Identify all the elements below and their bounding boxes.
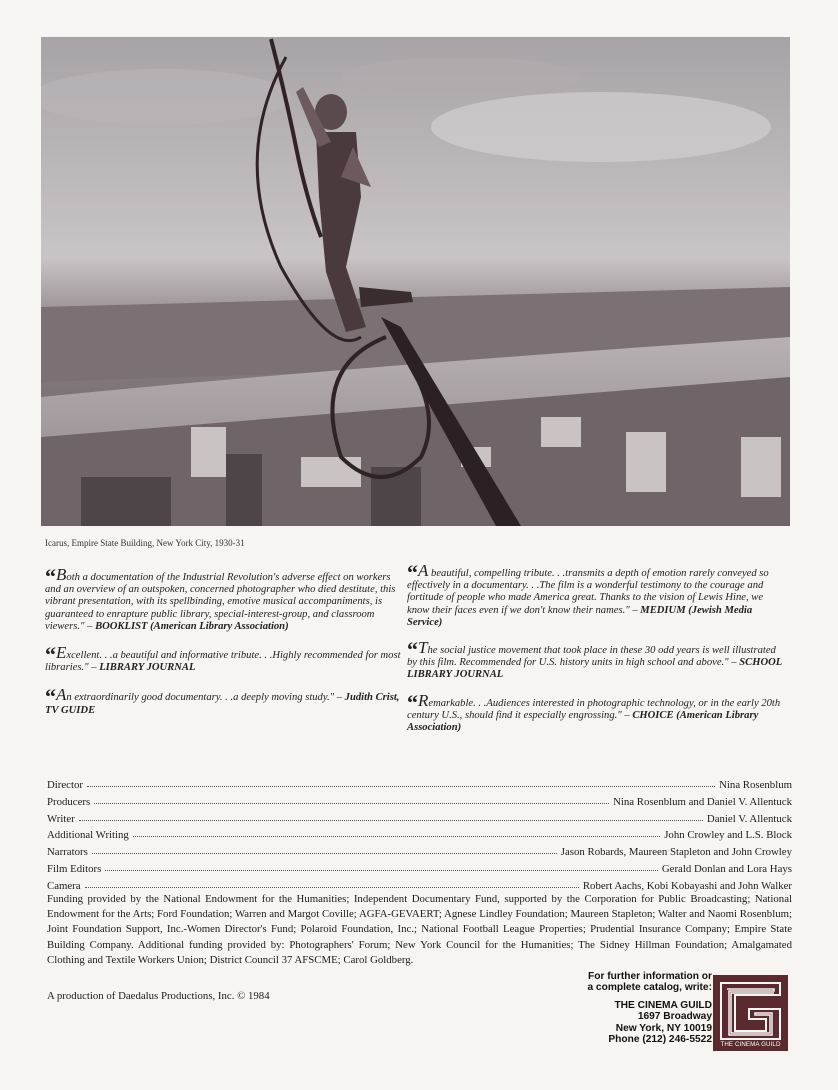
quote-source: CHOICE (American Library Association) [407,709,759,734]
reviews-right-column [407,560,782,734]
quote-source: SCHOOL LIBRARY JOURNAL [407,657,782,681]
quote-first-letter: A [56,685,67,705]
open-quote-mark: “ [45,642,56,668]
credit-name: Nina Rosenblum [719,779,792,791]
quote-first-letter: E [56,643,67,663]
contact-phone: Phone (212) 246-5522 [608,1034,712,1046]
credit-role: Additional Writing [47,829,129,842]
contact-intro-line-2: a complete catalog, write: [587,982,712,994]
quote-text: emarkable. . .Audiences interested in photographic technology, or in the early 20th century U.S., should find it especially engrossing." – [407,697,781,721]
logo-caption: THE CINEMA GUILD [720,1041,781,1048]
credit-row [47,778,792,795]
open-quote-mark: “ [407,637,418,663]
quote-first-letter: B [56,565,67,584]
review-quote [407,689,782,735]
open-quote-mark: “ [407,560,418,585]
contact-city: New York, NY 10019 [615,1022,712,1034]
dot-leader [133,827,660,837]
credit-name: Daniel V. Allentuck [706,812,792,825]
quote-first-letter: R [418,690,429,710]
quote-first-letter: T [418,638,428,658]
credit-name: Jason Robards, Maureen Stapleton and John Crowley [560,846,792,859]
review-quote [45,684,405,716]
credit-row [47,795,792,812]
dot-leader [79,811,703,821]
review-quote [45,642,405,674]
review-quote [407,637,782,682]
quote-text: oth a documentation of the Industrial Revolution's adverse effect on workers and an overview of an outspoken, concerned photographer who died destitute, this vibrant presentation, with its spellbinding, emotive musical accompaniments, is guaranteed to enrapture public library, special-interest-group, and classroom viewers." – [45,572,396,632]
credit-role: Producers [47,795,91,808]
credit-name: John Crowley and L.S. Block [664,829,792,842]
quote-text: he social justice movement that took place in these 30 odd years is well illustrated by this film. Recommended for U.S. history units in high school and above." – [407,645,776,669]
credit-name: Gerald Donlan and Lora Hays [661,862,792,875]
credit-name: Nina Rosenblum and Daniel V. Allentuck [613,795,792,808]
dot-leader [94,794,609,804]
logo-mark-icon [713,975,788,1051]
credit-name: Robert Aachs, Kobi Kobayashi and John Walker [582,879,792,892]
cinema-guild-logo [713,975,788,1051]
contact-street: 1697 Broadway [637,1011,712,1023]
photo-illustration [41,37,790,526]
credit-role: Film Editors [47,862,102,875]
quote-source: MEDIUM (Jewish Media Service) [407,604,753,628]
photo-caption: Icarus, Empire State Building, New York City, 1930-31 [45,538,245,548]
production-notice: A production of Daedalus Productions, Inc. © 1984 [47,990,270,1002]
credits-list [47,778,792,896]
credit-role: Narrators [47,846,88,859]
quote-source: BOOKLIST (American Library Association) [95,620,289,632]
quote-text: beautiful, compelling tribute. . .transmits a depth of emotion rarely conveyed so effectively in a documentary. . .The film is a wonderful testimony to the courage and fortitude of people who made America great. Thanks to the vision of Lewis Hine, we know their faces even if we don't know their names." – [407,568,769,616]
quote-text: xcellent. . .a beautiful and informative tribute. . .Highly recommended for most libraries." – [45,650,401,674]
open-quote-mark: “ [407,689,418,715]
icarus-photograph [41,37,790,526]
contact-block [587,971,712,1045]
credit-row [47,845,792,862]
credit-row [47,862,792,879]
quote-text: n extraordinarily good documentary. . .a deeply moving study." – [66,692,343,704]
contact-intro-line-1: For further information or [588,971,712,982]
credit-role: Writer [47,812,75,825]
quote-first-letter: A [418,561,429,580]
credit-row [47,812,792,829]
review-quote [45,564,405,633]
review-quote [407,560,782,629]
dot-leader [85,878,579,888]
open-quote-mark: “ [45,564,56,589]
dot-leader [105,861,658,871]
credit-role: Camera [47,879,81,892]
credit-row [47,828,792,845]
dot-leader [92,844,557,854]
funding-statement: Funding provided by the National Endowment for the Humanities; Independent Documentary Fund, supported by the Corporation for Public Broadcasting; National Endowment for the Arts; Ford Foundation; Warren and Margot Coville; AGFA-GEVAERT; Agnese Lindley Foundation; Maureen Stapleton; Walter and Naomi Rosenblum; Joint Foundation Support, Inc.-Women Director's Fund; Polaroid Foundation, Inc.; National Football League Properties; Prudential Insurance Company; Empire State Building Company. Additional funding provided by: Photographers' Forum; New York Council for the Humanities; The Sidney Hillman Foundation; Amalgamated Clothing and Textile Workers Union; District Council 37 AFSCME; Carol Goldberg. [47,893,792,966]
credit-role: Director [47,779,83,791]
quote-source: Judith Crist, TV GUIDE [45,692,400,716]
open-quote-mark: “ [45,684,56,710]
dot-leader [87,777,715,787]
contact-organization: THE CINEMA GUILD [614,999,712,1011]
quote-source: LIBRARY JOURNAL [99,662,196,674]
reviews-left-column [45,564,405,717]
